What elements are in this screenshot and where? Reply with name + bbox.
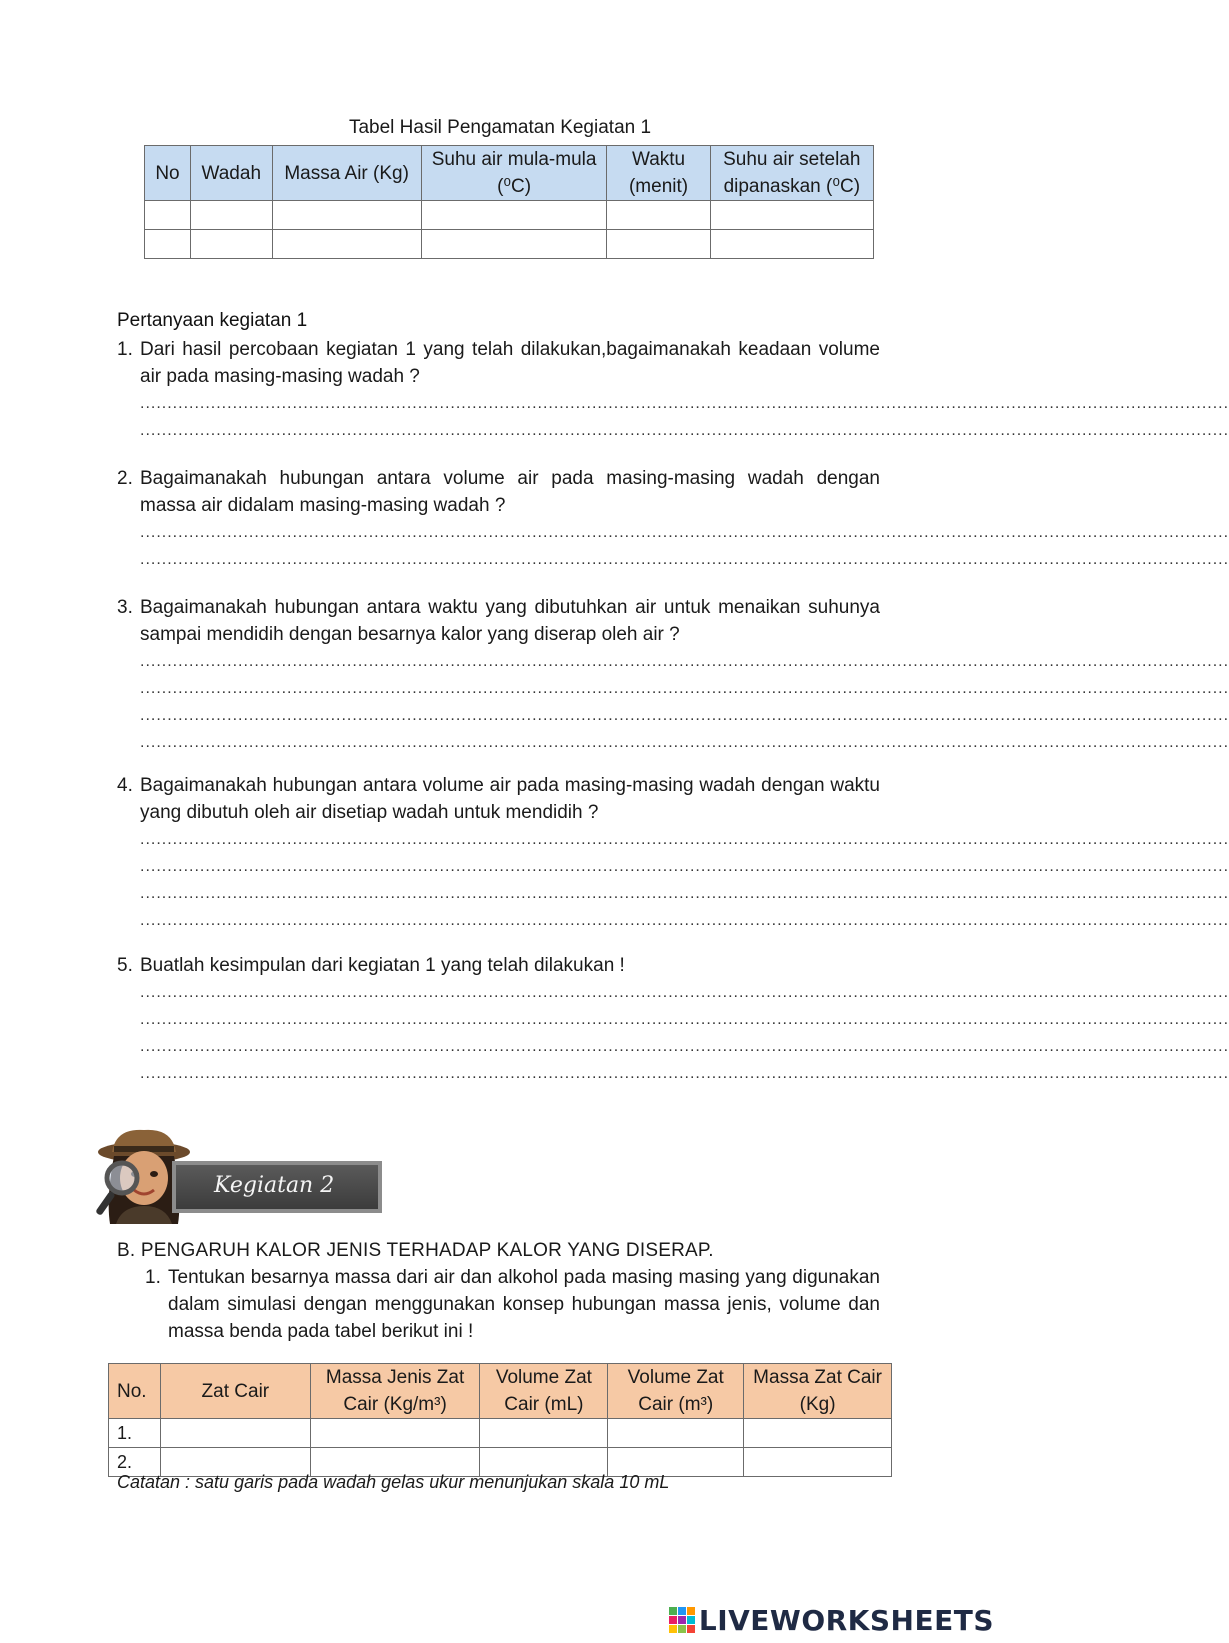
- table2-header-cell: Massa Jenis Zat Cair (Kg/m³): [310, 1364, 480, 1419]
- answer-line[interactable]: ........................................................................................................................................................................................................: [140, 422, 1229, 439]
- answer-line[interactable]: ........................................................................................................................................................................................................: [140, 831, 1229, 848]
- answer-line[interactable]: ........................................................................................................................................................................................................: [140, 984, 1229, 1001]
- density-table-2: [108, 1363, 892, 1477]
- table1-input-cell[interactable]: [607, 230, 710, 259]
- answer-line[interactable]: ........................................................................................................................................................................................................: [140, 680, 1229, 697]
- question-number: 4.: [117, 775, 133, 796]
- answer-line[interactable]: ........................................................................................................................................................................................................: [140, 707, 1229, 724]
- kegiatan-2-board: [172, 1161, 382, 1213]
- table1-input-cell[interactable]: [710, 201, 873, 230]
- table2-input-cell[interactable]: [608, 1419, 744, 1448]
- question-text: Bagaimanakah hubungan antara waktu yang dibutuhkan air untuk menaikan suhunya sampai mendidih dengan besarnya kalor yang diserap oleh air ?: [140, 597, 880, 645]
- answer-line[interactable]: ........................................................................................................................................................................................................: [140, 1065, 1229, 1082]
- question-number: 5.: [117, 955, 133, 976]
- table1-input-cell[interactable]: [710, 230, 873, 259]
- table1-header-cell: Suhu air setelah dipanaskan (⁰C): [710, 146, 873, 201]
- question-text: Buatlah kesimpulan dari kegiatan 1 yang telah dilakukan !: [140, 955, 625, 976]
- section-b-heading: B. PENGARUH KALOR JENIS TERHADAP KALOR YANG DISERAP.: [117, 1240, 714, 1261]
- answer-line[interactable]: ........................................................................................................................................................................................................: [140, 1038, 1229, 1055]
- question-text: Bagaimanakah hubungan antara volume air pada masing-masing wadah dengan waktu yang dibutuh oleh air disetiap wadah untuk mendidih ?: [140, 775, 880, 823]
- answer-line[interactable]: ........................................................................................................................................................................................................: [140, 551, 1229, 568]
- table2-header-cell: Volume Zat Cair (mL): [480, 1364, 608, 1419]
- table2-header-cell: Zat Cair: [160, 1364, 310, 1419]
- section-b-question-number: 1.: [145, 1267, 161, 1288]
- table2-header-cell: No.: [109, 1364, 161, 1419]
- table1-input-cell[interactable]: [421, 201, 607, 230]
- table2-row-number: 1.: [109, 1419, 161, 1448]
- table1-header-cell: No: [145, 146, 191, 201]
- answer-line[interactable]: ........................................................................................................................................................................................................: [140, 912, 1229, 929]
- table2-row-number: 2.: [109, 1448, 161, 1477]
- question-text: Dari hasil percobaan kegiatan 1 yang telah dilakukan,bagaimanakah keadaan volume air pada masing-masing wadah ?: [140, 339, 880, 387]
- table1-input-cell[interactable]: [190, 230, 272, 259]
- table1-input-cell[interactable]: [607, 201, 710, 230]
- table2-input-cell[interactable]: [310, 1419, 480, 1448]
- question-2: [117, 465, 1229, 573]
- question-number: 2.: [117, 468, 133, 489]
- answer-line[interactable]: ........................................................................................................................................................................................................: [140, 1011, 1229, 1028]
- question-5: [117, 952, 1229, 1087]
- watermark: [669, 1600, 994, 1640]
- answer-line[interactable]: ........................................................................................................................................................................................................: [140, 524, 1229, 541]
- answer-line[interactable]: ........................................................................................................................................................................................................: [140, 653, 1229, 670]
- table1-header-cell: Suhu air mula-mula (⁰C): [421, 146, 607, 201]
- table1-input-cell[interactable]: [145, 201, 191, 230]
- questions-title: Pertanyaan kegiatan 1: [117, 310, 308, 331]
- kegiatan-2-banner: [92, 1128, 392, 1228]
- table1-input-cell[interactable]: [272, 230, 421, 259]
- table1-input-cell[interactable]: [190, 201, 272, 230]
- question-3: [117, 594, 1229, 756]
- table2-header-cell: Volume Zat Cair (m³): [608, 1364, 744, 1419]
- question-number: 1.: [117, 339, 133, 360]
- question-text: Bagaimanakah hubungan antara volume air pada masing-masing wadah dengan massa air didalam masing-masing wadah ?: [140, 468, 880, 516]
- section-b-question-text: Tentukan besarnya massa dari air dan alkohol pada masing masing yang digunakan dalam simulasi dengan menggunakan konsep hubungan massa jenis, volume dan massa benda pada tabel berikut ini !: [168, 1267, 880, 1342]
- kegiatan-2-label: Kegiatan 2: [214, 1173, 335, 1198]
- table1-input-cell[interactable]: [145, 230, 191, 259]
- answer-line[interactable]: ........................................................................................................................................................................................................: [140, 734, 1229, 751]
- question-number: 3.: [117, 597, 133, 618]
- question-1: [117, 336, 1229, 444]
- table2-note: Catatan : satu garis pada wadah gelas ukur menunjukan skala 10 mL: [117, 1472, 670, 1492]
- liveworksheets-logo-icon: [669, 1607, 695, 1633]
- table2-header-cell: Massa Zat Cair (Kg): [744, 1364, 892, 1419]
- question-4: [117, 772, 1229, 934]
- table2-header-row: [109, 1364, 892, 1419]
- table2-input-cell[interactable]: [160, 1419, 310, 1448]
- table1-input-cell[interactable]: [421, 230, 607, 259]
- table2-row: [109, 1419, 892, 1448]
- table1-row: [145, 201, 874, 230]
- answer-line[interactable]: ........................................................................................................................................................................................................: [140, 395, 1229, 412]
- answer-line[interactable]: ........................................................................................................................................................................................................: [140, 858, 1229, 875]
- table2-input-cell[interactable]: [744, 1448, 892, 1477]
- table1-row: [145, 230, 874, 259]
- table1-header-cell: Massa Air (Kg): [272, 146, 421, 201]
- table1-header-cell: Wadah: [190, 146, 272, 201]
- table2-input-cell[interactable]: [480, 1419, 608, 1448]
- table1-header-cell: Waktu (menit): [607, 146, 710, 201]
- section-b-question: [145, 1264, 880, 1345]
- table1-header-row: [145, 146, 874, 201]
- table1-caption: Tabel Hasil Pengamatan Kegiatan 1: [348, 117, 652, 138]
- table1-input-cell[interactable]: [272, 201, 421, 230]
- table2-input-cell[interactable]: [744, 1419, 892, 1448]
- watermark-text: LIVEWORKSHEETS: [698, 1603, 994, 1637]
- observation-table-1: [144, 145, 874, 259]
- answer-line[interactable]: ........................................................................................................................................................................................................: [140, 885, 1229, 902]
